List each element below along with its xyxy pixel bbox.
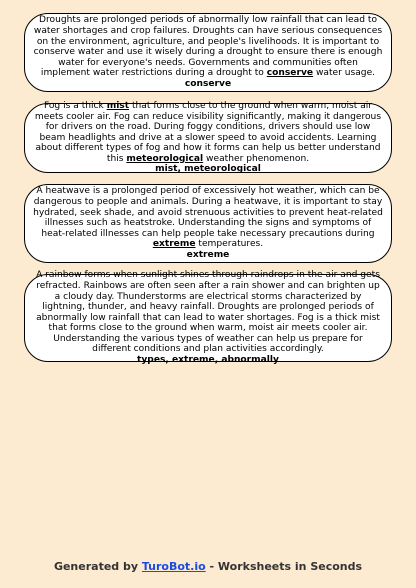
passage-card-3 bbox=[24, 184, 392, 263]
answer-key: mist, meteorological bbox=[155, 164, 261, 175]
highlighted-word: meteorological bbox=[126, 153, 204, 164]
answer-key: types, extreme, abnormally bbox=[137, 355, 279, 366]
answer-key: conserve bbox=[184, 78, 232, 89]
highlighted-word: mist bbox=[106, 100, 130, 111]
passage-text: A rainbow forms when sunlight shines through raindrops in the air and gets refracted. Rainbows are often seen after a rain shower and can brighten up a cloudy day. Thunderstorms are electrical storms characterized by lightning, thunder, and heavy rainfall. Droughts are prolonged periods of abnormally low rainfall that can lead to water shortages. Fog is a thick mist that forms close to the ground when warm, moist air meets cooler air. Understanding the various types of weather can help us prepare for different conditions and plan activities accordingly. bbox=[36, 270, 380, 355]
passage-card-4 bbox=[24, 270, 392, 366]
passage-text: Fog is a thick mist that forms close to the ground when warm, moist air meets cooler air. Fog can reduce visibility significantly, making it dangerous for drivers on the road. During foggy conditions, drivers should use low beam headlights and drive at a slower speed to avoid accidents. Learning about different types of fog and how it forms can help us better understand this meteorological weather phenomenon. bbox=[34, 100, 382, 164]
highlighted-word: conserve bbox=[266, 68, 314, 79]
highlighted-word: extreme bbox=[152, 239, 196, 250]
answer-key: extreme bbox=[186, 249, 230, 260]
footer-prefix: Generated by bbox=[53, 560, 142, 573]
passage-card-1 bbox=[24, 13, 392, 92]
footer bbox=[0, 560, 416, 573]
passage-text: Droughts are prolonged periods of abnormally low rainfall that can lead to water shortages and crop failures. Droughts can have serious consequences on the environment, agriculture, and people's livelihoods. It is important to conserve water and use it wisely during a drought to ensure there is enough water for everyone's needs. Governments and communities often implement water restrictions during a drought to conserve water usage. bbox=[33, 15, 383, 79]
passage-card-2 bbox=[24, 100, 392, 175]
footer-suffix: - Worksheets in Seconds bbox=[205, 560, 363, 573]
passage-text: A heatwave is a prolonged period of excessively hot weather, which can be dangerous to people and animals. During a heatwave, it is important to stay hydrated, seek shade, and avoid strenuous activities to prevent heat-related illnesses such as heatstroke. Understanding the signs and symptoms of heat-related illnesses can help people take necessary precautions during extreme temperatures. bbox=[33, 186, 383, 250]
turobot-link[interactable]: TuroBot.io bbox=[141, 560, 206, 573]
